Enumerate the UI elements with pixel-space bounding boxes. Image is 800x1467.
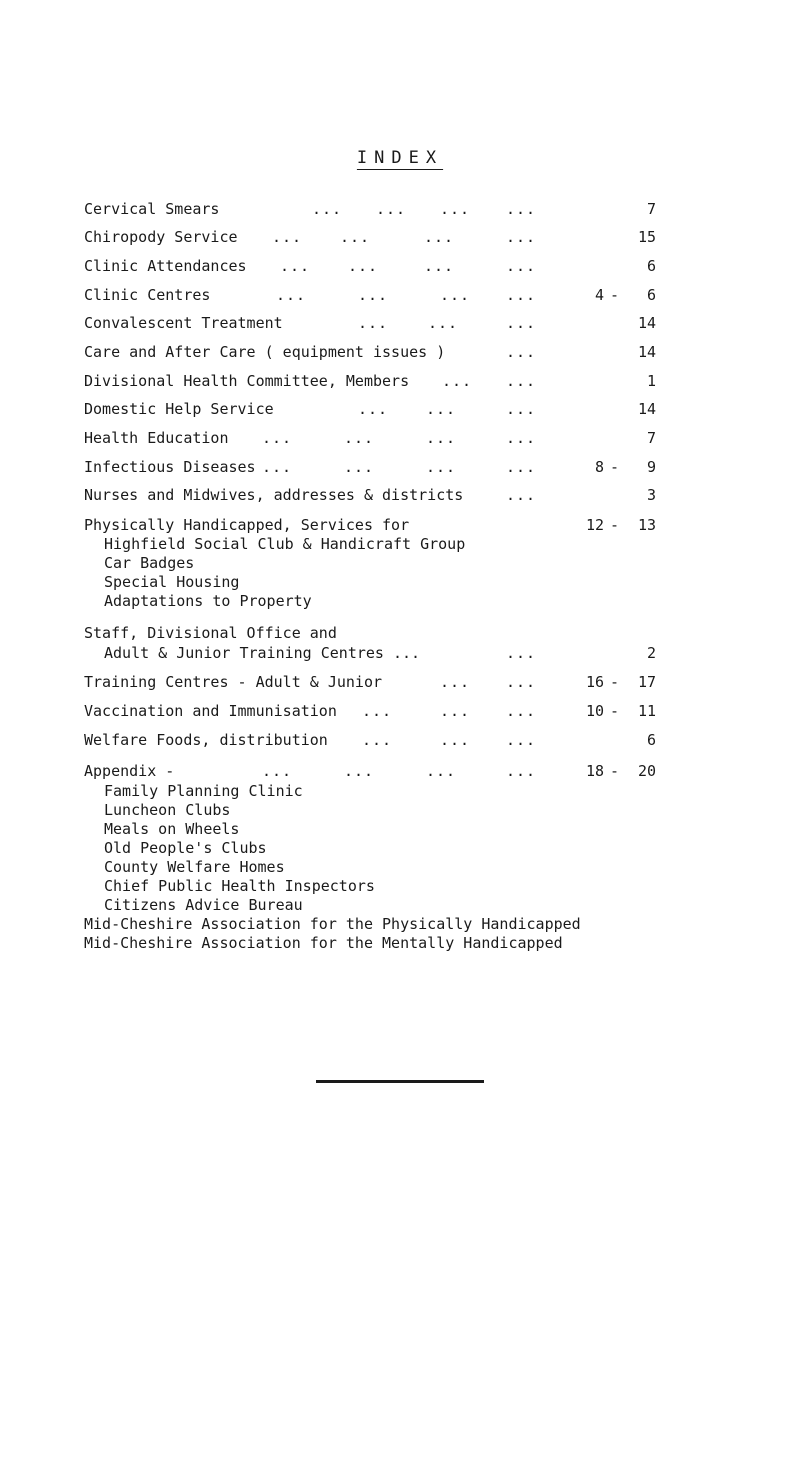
sub-entry: Mid-Cheshire Association for the Mentally Handicapped <box>84 934 563 952</box>
sub-entry: Special Housing <box>104 573 240 591</box>
index-entry <box>0 486 800 512</box>
page-number: 3 <box>646 486 656 504</box>
leader-dots: ... <box>344 458 375 476</box>
index-entry <box>0 673 800 699</box>
page-start: 12 <box>585 516 604 534</box>
page-start: 10 <box>585 702 604 720</box>
entry-label: Domestic Help Service <box>84 400 274 418</box>
page-end: 17 <box>637 673 656 691</box>
page-end: 11 <box>637 702 656 720</box>
page-end: 20 <box>637 762 656 780</box>
index-entry <box>0 731 800 757</box>
sub-entry: Highfield Social Club & Handicraft Group <box>104 535 466 553</box>
sub-entry: Family Planning Clinic <box>104 782 303 800</box>
index-title: INDEX <box>356 148 444 168</box>
leader-dots: ... <box>272 228 303 246</box>
entry-label: Nurses and Midwives, addresses & districts <box>84 486 464 504</box>
sub-entry: County Welfare Homes <box>104 858 285 876</box>
leader-dots: ... <box>344 429 375 447</box>
entry-label: Appendix - <box>84 762 175 780</box>
leader-dots: ... <box>358 314 389 332</box>
page-number: 15 <box>637 228 656 246</box>
sub-entry: Meals on Wheels <box>104 820 240 838</box>
leader-dots: ... <box>440 731 471 749</box>
leader-dots: ... <box>506 673 537 691</box>
index-entry <box>0 228 800 254</box>
page-range-dash: - <box>610 286 620 304</box>
index-entry <box>0 400 800 426</box>
leader-dots: ... <box>348 257 379 275</box>
sub-entry: Luncheon Clubs <box>104 801 231 819</box>
entry-label: Health Education <box>84 429 229 447</box>
entry-label: Staff, Divisional Office and <box>84 624 337 642</box>
footer-rule <box>316 1080 484 1083</box>
entry-label: Cervical Smears <box>84 200 220 218</box>
leader-dots: ... <box>506 486 537 504</box>
page-number: 1 <box>646 372 656 390</box>
leader-dots: ... <box>440 286 471 304</box>
leader-dots: ... <box>506 731 537 749</box>
leader-dots: ... <box>506 429 537 447</box>
leader-dots: ... <box>506 200 537 218</box>
page-start: 18 <box>585 762 604 780</box>
index-entry <box>0 702 800 728</box>
leader-dots: ... <box>440 200 471 218</box>
leader-dots: ... <box>376 200 407 218</box>
index-entry <box>0 458 800 484</box>
entry-label: Training Centres - Adult & Junior <box>84 673 383 691</box>
leader-dots: ... <box>506 343 537 361</box>
sub-entry: Citizens Advice Bureau <box>104 896 303 914</box>
entry-label: Convalescent Treatment <box>84 314 283 332</box>
entry-label: Physically Handicapped, Services for <box>84 516 410 534</box>
entry-label: Clinic Attendances <box>84 257 247 275</box>
entry-label-continuation: Adult & Junior Training Centres ... <box>104 644 421 662</box>
leader-dots: ... <box>506 458 537 476</box>
leader-dots: ... <box>506 644 537 662</box>
leader-dots: ... <box>362 702 393 720</box>
leader-dots: ... <box>506 286 537 304</box>
leader-dots: ... <box>440 673 471 691</box>
page-number: 7 <box>646 200 656 218</box>
index-entry <box>0 429 800 455</box>
index-entry <box>0 257 800 283</box>
page-end: 6 <box>646 286 656 304</box>
sub-entry: Chief Public Health Inspectors <box>104 877 375 895</box>
leader-dots: ... <box>358 286 389 304</box>
index-entry <box>0 286 800 312</box>
page-start: 4 <box>594 286 604 304</box>
sub-entry: Mid-Cheshire Association for the Physically Handicapped <box>84 915 581 933</box>
entry-label: Chiropody Service <box>84 228 238 246</box>
page-number: 7 <box>646 429 656 447</box>
page-number: 6 <box>646 731 656 749</box>
index-entry-continuation <box>0 644 800 670</box>
page-range-dash: - <box>610 762 620 780</box>
sub-entry: Adaptations to Property <box>104 592 312 610</box>
sub-entry: Old People's Clubs <box>104 839 267 857</box>
page-start: 8 <box>594 458 604 476</box>
leader-dots: ... <box>428 314 459 332</box>
page-number: 14 <box>637 400 656 418</box>
leader-dots: ... <box>344 762 375 780</box>
index-entry <box>0 343 800 369</box>
sub-entry: Car Badges <box>104 554 195 572</box>
leader-dots: ... <box>506 372 537 390</box>
entry-label: Divisional Health Committee, Members <box>84 372 410 390</box>
leader-dots: ... <box>362 731 393 749</box>
leader-dots: ... <box>262 762 293 780</box>
page-number: 14 <box>637 343 656 361</box>
entry-label: Infectious Diseases <box>84 458 256 476</box>
leader-dots: ... <box>506 314 537 332</box>
page-range-dash: - <box>610 702 620 720</box>
leader-dots: ... <box>424 228 455 246</box>
entry-label: Welfare Foods, distribution <box>84 731 328 749</box>
leader-dots: ... <box>506 702 537 720</box>
page-start: 16 <box>585 673 604 691</box>
page-range-dash: - <box>610 673 620 691</box>
page-end: 9 <box>646 458 656 476</box>
leader-dots: ... <box>442 372 473 390</box>
index-entry <box>0 372 800 398</box>
leader-dots: ... <box>262 458 293 476</box>
leader-dots: ... <box>340 228 371 246</box>
page-number: 6 <box>646 257 656 275</box>
page-range-dash: - <box>610 458 620 476</box>
page-end: 13 <box>637 516 656 534</box>
leader-dots: ... <box>280 257 311 275</box>
leader-dots: ... <box>276 286 307 304</box>
leader-dots: ... <box>426 429 457 447</box>
leader-dots: ... <box>426 762 457 780</box>
page-number: 2 <box>646 644 656 662</box>
leader-dots: ... <box>506 257 537 275</box>
leader-dots: ... <box>426 400 457 418</box>
entry-label: Clinic Centres <box>84 286 211 304</box>
leader-dots: ... <box>312 200 343 218</box>
leader-dots: ... <box>426 458 457 476</box>
index-entry <box>0 314 800 340</box>
entry-label: Vaccination and Immunisation <box>84 702 337 720</box>
leader-dots: ... <box>440 702 471 720</box>
entry-label: Care and After Care ( equipment issues ) <box>84 343 446 361</box>
index-entry <box>0 200 800 226</box>
leader-dots: ... <box>506 228 537 246</box>
leader-dots: ... <box>424 257 455 275</box>
page-range-dash: - <box>610 516 620 534</box>
page-number: 14 <box>637 314 656 332</box>
leader-dots: ... <box>358 400 389 418</box>
leader-dots: ... <box>506 762 537 780</box>
leader-dots: ... <box>262 429 293 447</box>
leader-dots: ... <box>506 400 537 418</box>
